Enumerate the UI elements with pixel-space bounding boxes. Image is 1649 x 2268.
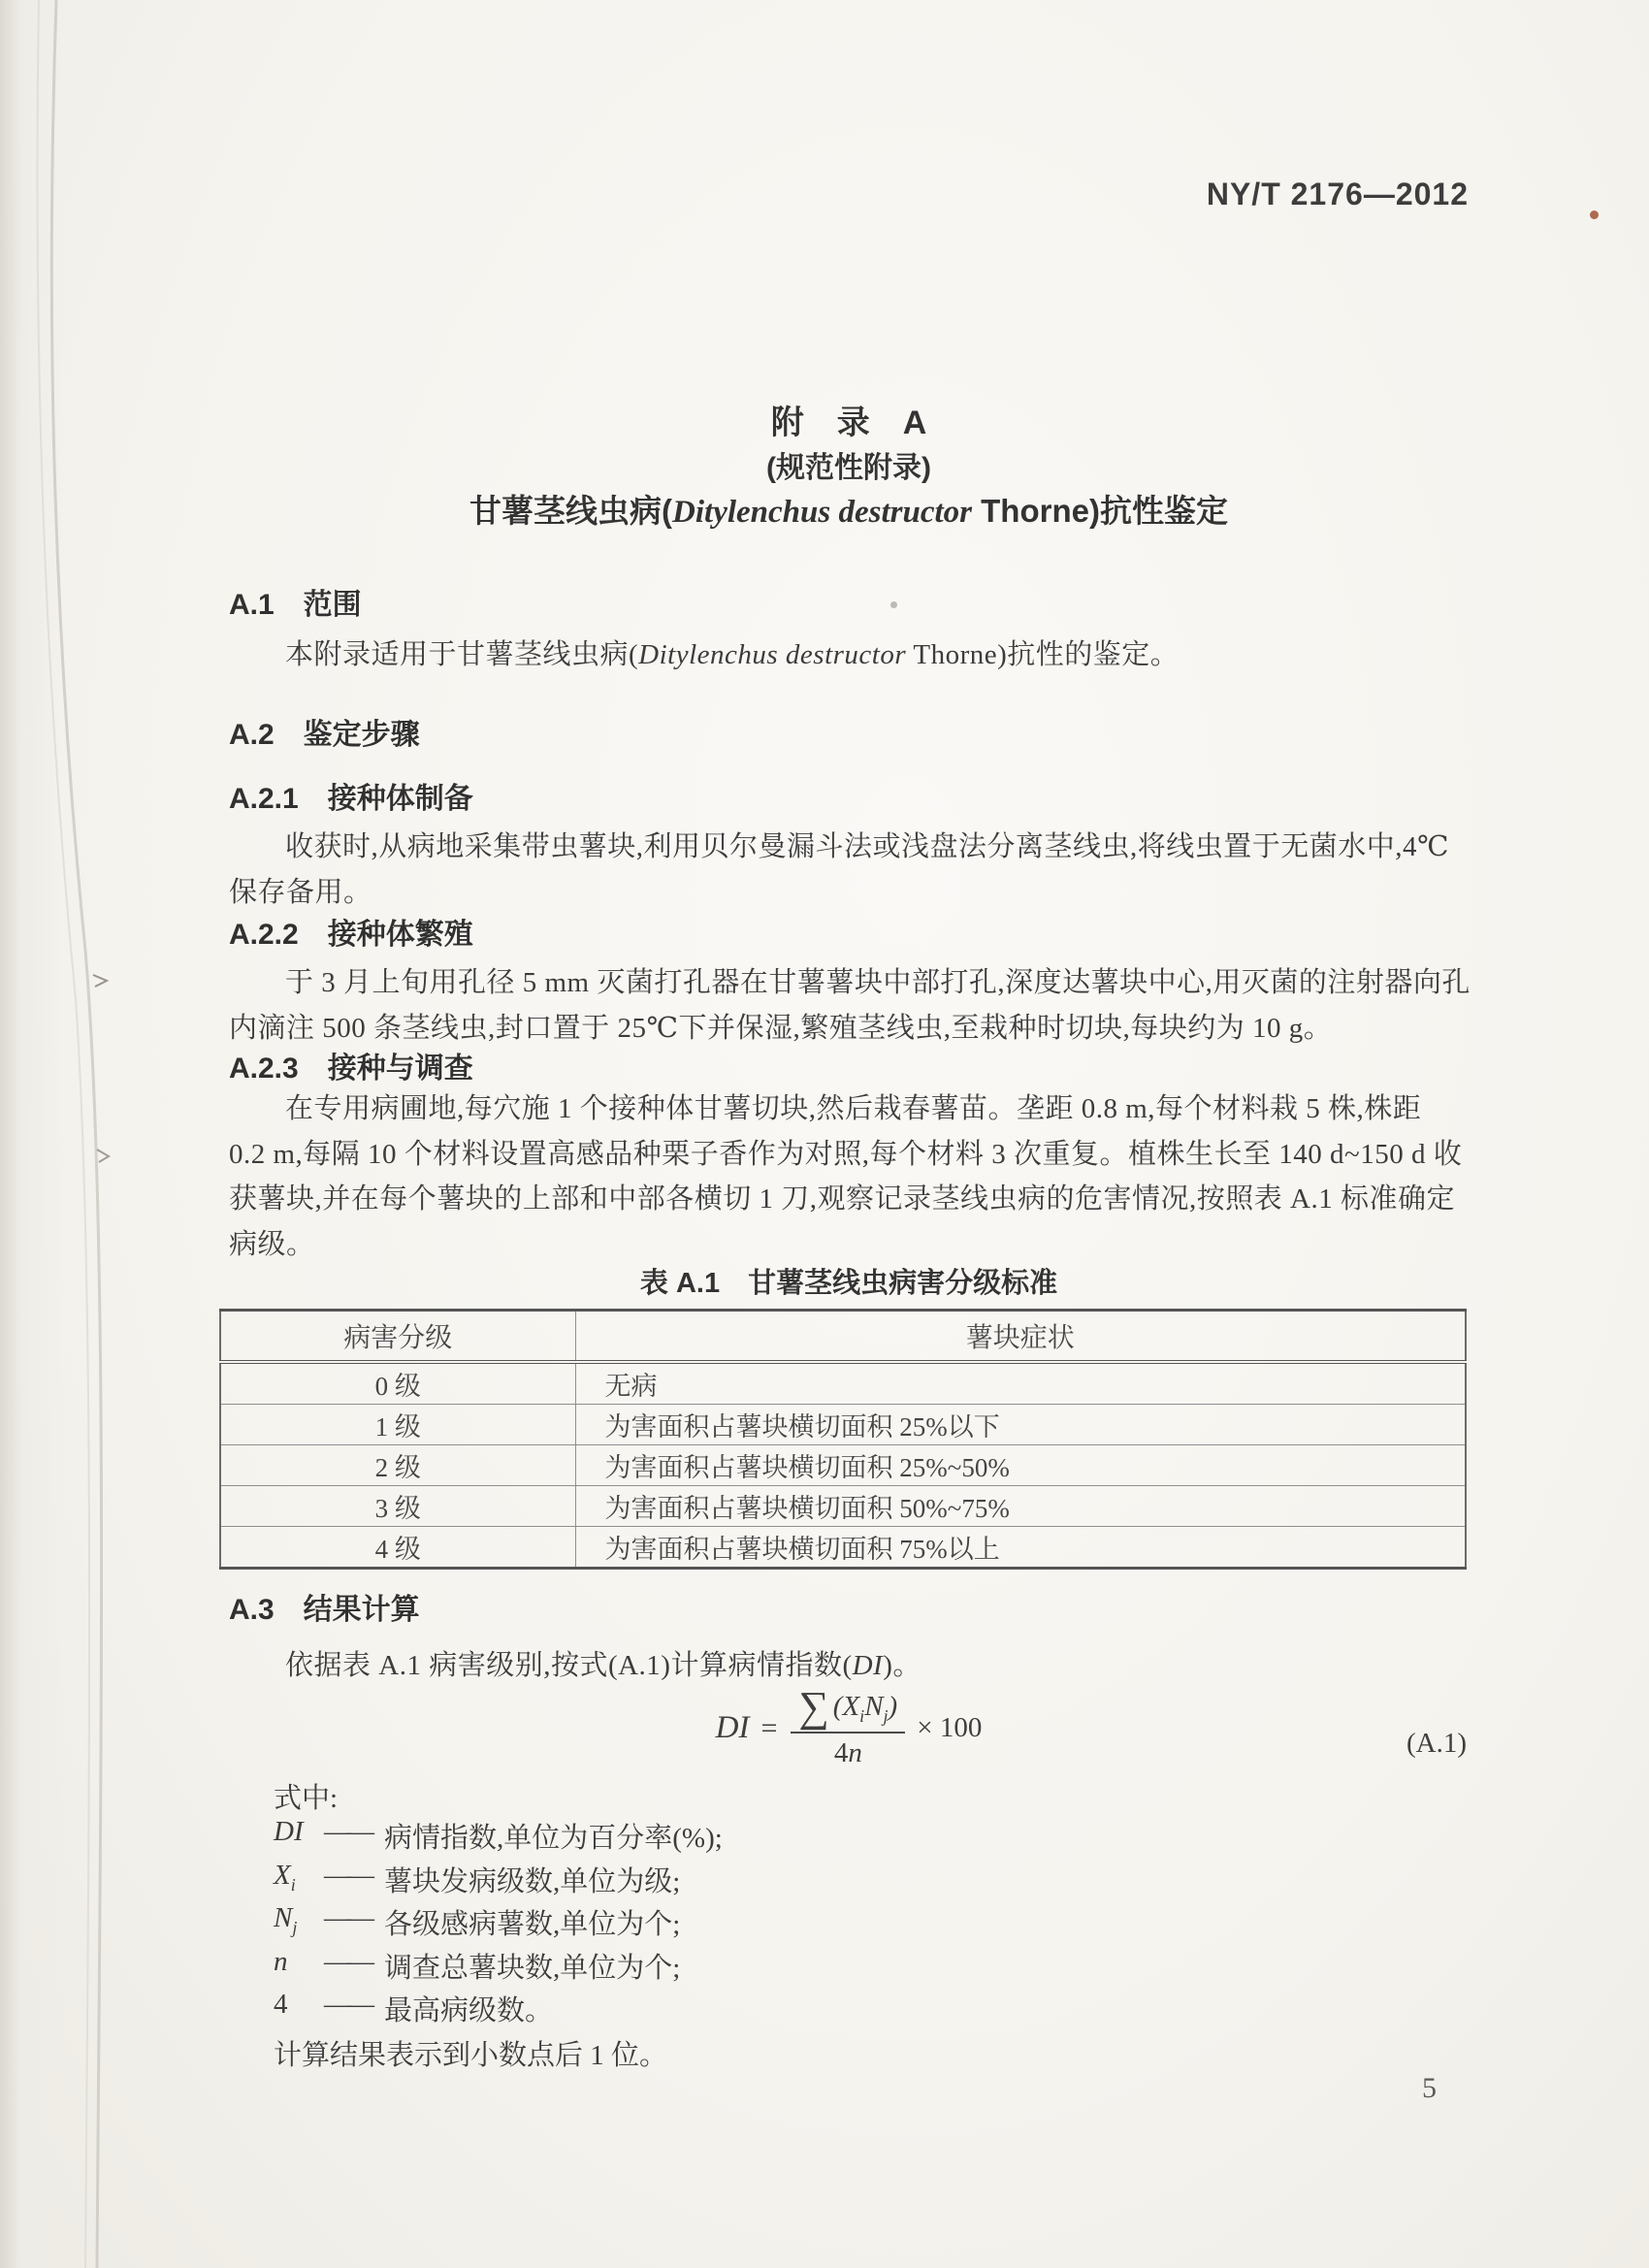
def-desc: 调查总薯块数,单位为个; — [384, 1952, 681, 1984]
definition-item — [274, 1946, 723, 1990]
formula-numerator — [791, 1683, 905, 1733]
paragraph-line: 病级。 — [229, 1228, 315, 1260]
table-row — [220, 1486, 1466, 1527]
paragraph-a3 — [229, 1643, 1478, 1689]
paren-open: ( — [832, 1690, 843, 1722]
definition-item — [274, 1860, 723, 1903]
heading-a22: A.2.2 接种体繁殖 — [229, 919, 473, 951]
page-number: 5 — [1422, 2072, 1437, 2104]
grade-cell: 2 级 — [220, 1445, 575, 1486]
denominator-coefficient: 4 — [833, 1736, 849, 1768]
where-label: 式中: — [274, 1783, 339, 1814]
paragraph-line: 0.2 m,每隔 10 个材料设置高感品种栗子香作为对照,每个材料 3 次重复。植株生长至 140 d~150 d 收 — [229, 1138, 1463, 1170]
definition-item — [274, 1816, 723, 1860]
def-term: DI — [274, 1816, 304, 1847]
paragraph-line: 在专用病圃地,每穴施 1 个接种体甘薯切块,然后栽春薯苗。垄距 0.8 m,每个材料栽 5 株,株距 — [285, 1093, 1422, 1124]
a3-text-pre: 依据表 A.1 病害级别,按式(A.1)计算病情指数( — [285, 1650, 853, 1681]
paren-close: ) — [888, 1690, 898, 1722]
grade-cell: 3 级 — [220, 1486, 575, 1527]
paragraph-line: 于 3 月上旬用孔径 5 mm 灭菌打孔器在甘薯薯块中部打孔,深度达薯块中心,用灭菌的注射器向孔 — [285, 967, 1471, 998]
table-a1-caption: 表 A.1 甘薯茎线虫病害分级标准 — [639, 1268, 1058, 1299]
heading-a1: A.1 范围 — [229, 589, 362, 621]
def-desc: 薯块发病级数,单位为级; — [384, 1865, 681, 1897]
paragraph-line: 内滴注 500 条茎线虫,封口置于 25℃下并保湿,繁殖茎线虫,至栽种时切块,每块约为 10 g。 — [229, 1012, 1333, 1044]
paragraph-a1-line — [229, 632, 1478, 678]
scan-speck — [890, 601, 897, 608]
paragraph-a1 — [229, 632, 1478, 678]
formula-denominator — [834, 1733, 862, 1769]
a1-text-pre: 本附录适用于甘薯茎线虫病( — [285, 639, 639, 670]
subscript-i: i — [859, 1705, 865, 1726]
paragraph-a3-line — [229, 1643, 1478, 1689]
calculation-note: 计算结果表示到小数点后 1 位。 — [274, 2040, 668, 2071]
symptom-cell: 为害面积占薯块横切面积 50%~75% — [575, 1486, 1466, 1527]
grade-cell: 0 级 — [220, 1362, 575, 1405]
symptom-cell: 为害面积占薯块横切面积 25%以下 — [575, 1405, 1466, 1445]
formula-fraction — [791, 1683, 905, 1769]
col-header-symptom: 薯块症状 — [575, 1311, 1466, 1363]
a1-latin-name: Ditylenchus destructor — [638, 639, 907, 670]
grade-cell: 4 级 — [220, 1527, 575, 1569]
grade-cell: 1 级 — [220, 1405, 575, 1445]
paragraph-a22 — [229, 960, 1478, 1051]
paragraph-line: 获薯块,并在每个薯块的上部和中部各横切 1 刀,观察记录茎线虫病的危害情况,按照表 A.1 标准确定 — [229, 1183, 1455, 1215]
table-row — [220, 1362, 1466, 1405]
equation-number: (A.1) — [1406, 1728, 1468, 1759]
def-term: $X_i$ — [274, 1859, 296, 1895]
col-header-grade: 病害分级 — [220, 1311, 575, 1363]
main-title-pre: 甘薯茎线虫病( — [469, 493, 673, 529]
def-term: 4 — [274, 1989, 288, 2020]
formula-multiplier: × 100 — [917, 1712, 983, 1744]
heading-a2: A.2 鉴定步骤 — [229, 719, 420, 751]
heading-a23: A.2.3 接种与调查 — [229, 1053, 473, 1085]
appendix-subtitle: (规范性附录) — [766, 452, 931, 484]
a3-text-post: )。 — [883, 1650, 922, 1681]
def-dash: —— — [324, 1859, 369, 1891]
def-desc: 最高病级数。 — [384, 1995, 554, 2026]
symptom-cell: 无病 — [575, 1362, 1466, 1405]
red-ink-speck — [1590, 211, 1599, 219]
def-term: $N_j$ — [274, 1902, 298, 1937]
symbol-definitions — [274, 1816, 723, 2032]
standard-number-header: NY/T 2176—2012 — [1206, 177, 1469, 211]
heading-a21: A.2.1 接种体制备 — [229, 783, 473, 815]
paragraph-line: 保存备用。 — [229, 876, 372, 908]
def-desc: 各级感病薯数,单位为个; — [384, 1909, 681, 1940]
subscript-j: j — [883, 1705, 889, 1726]
formula-lhs: DI — [715, 1710, 750, 1746]
def-term: n — [274, 1945, 288, 1977]
sigma-symbol: ∑ — [798, 1683, 829, 1731]
paragraph-a23 — [229, 1086, 1478, 1267]
table-row — [220, 1445, 1466, 1486]
formula-equals: = — [760, 1711, 778, 1744]
symptom-cell: 为害面积占薯块横切面积 75%以上 — [575, 1527, 1466, 1569]
main-title-post: Thorne)抗性鉴定 — [971, 493, 1228, 529]
table-a1 — [219, 1309, 1467, 1570]
numerator-expression — [833, 1691, 897, 1727]
var-x: X — [842, 1690, 860, 1722]
def-dash: —— — [324, 1945, 369, 1977]
paragraph-line: 收获时,从病地采集带虫薯块,利用贝尔曼漏斗法或浅盘法分离茎线虫,将线虫置于无菌水中,4℃ — [285, 831, 1449, 862]
paragraph-a21 — [229, 825, 1478, 915]
heading-a3: A.3 结果计算 — [229, 1594, 420, 1626]
table-row — [220, 1405, 1466, 1445]
symptom-cell: 为害面积占薯块横切面积 25%~50% — [575, 1445, 1466, 1486]
page-fold-lines — [0, 0, 155, 2268]
main-title-latin-name: Ditylenchus destructor — [672, 495, 972, 530]
denominator-variable: n — [848, 1736, 862, 1768]
def-dash: —— — [324, 1989, 369, 2020]
table-header-row — [220, 1311, 1466, 1363]
var-n: N — [864, 1690, 884, 1722]
def-desc: 病情指数,单位为百分率(%); — [384, 1823, 723, 1854]
disease-index-formula — [229, 1683, 1469, 1769]
definition-item — [274, 1902, 723, 1946]
appendix-title: 附 录 A — [770, 405, 927, 441]
a3-di-symbol: DI — [852, 1650, 884, 1681]
a1-text-post: Thorne)抗性的鉴定。 — [906, 639, 1180, 670]
def-dash: —— — [324, 1902, 369, 1933]
appendix-main-title — [229, 486, 1469, 532]
table-row — [220, 1527, 1466, 1569]
definition-item — [274, 1989, 723, 2032]
def-dash: —— — [324, 1816, 369, 1847]
